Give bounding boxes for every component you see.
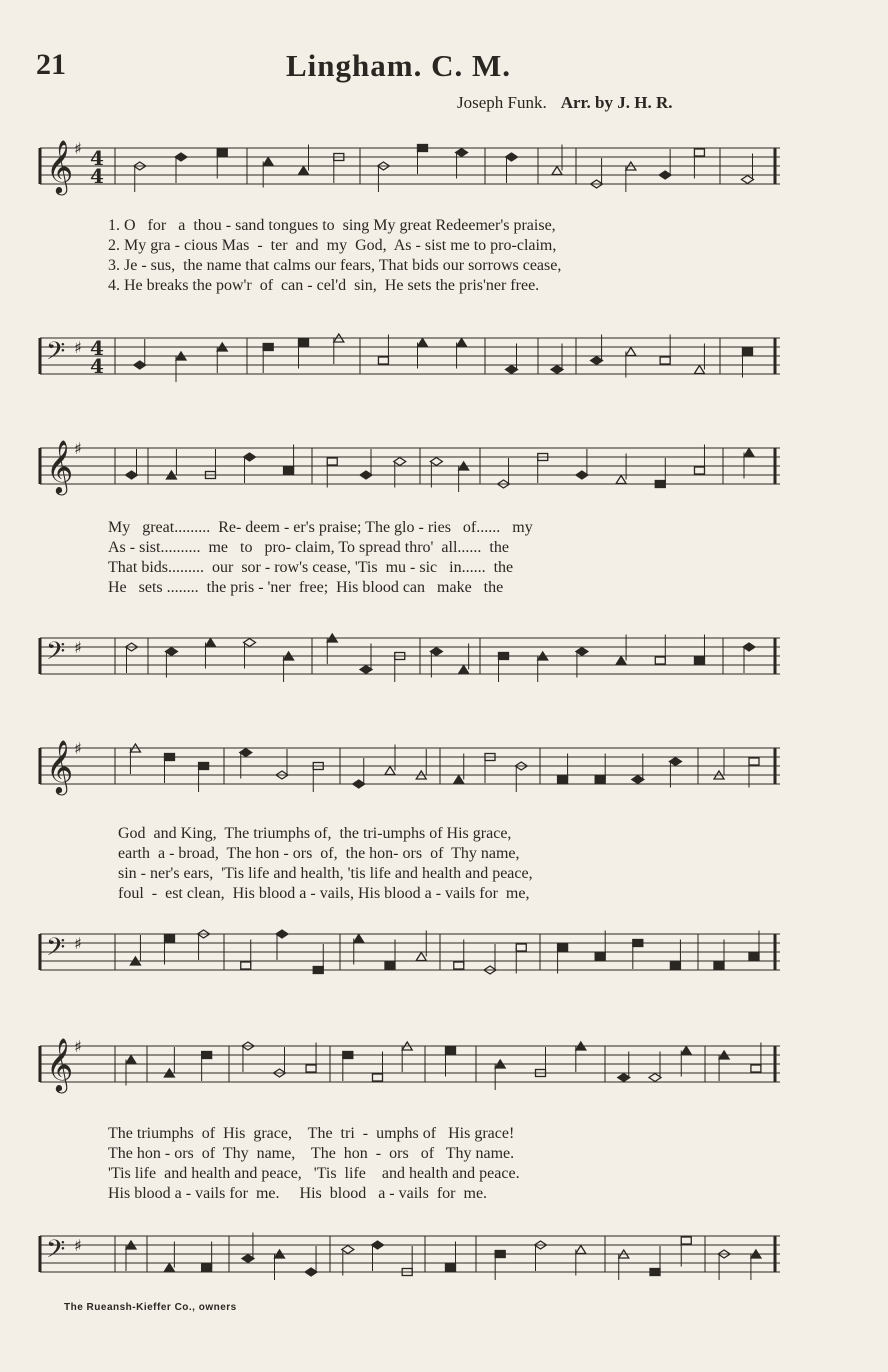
- lyric-line: His blood a - vails for me. His blood a - vails for me.: [108, 1185, 488, 1202]
- svg-text:♯: ♯: [74, 1236, 82, 1255]
- treble-staff-1: [40, 130, 780, 210]
- svg-text:♯: ♯: [74, 439, 82, 458]
- hymn-title: Lingham. C. M.: [286, 48, 511, 83]
- svg-text:♯: ♯: [74, 739, 82, 758]
- svg-text:♯: ♯: [74, 638, 82, 657]
- svg-text:♯: ♯: [74, 338, 82, 357]
- composer-name: Joseph Funk.: [457, 93, 547, 112]
- svg-text:𝄢: 𝄢: [46, 337, 66, 372]
- lyrics-system-4: [108, 1124, 778, 1204]
- treble-staff-4: [40, 1028, 780, 1108]
- lyric-line: God and King, The triumphs of, the tri-umphs of His grace,: [118, 825, 512, 842]
- lyric-line: My great......... Re- deem - er's praise; The glo - ries of...... my: [108, 519, 533, 536]
- svg-text:♯: ♯: [74, 1037, 82, 1056]
- lyrics-system-1: [108, 216, 778, 296]
- svg-text:𝄞: 𝄞: [46, 139, 74, 193]
- svg-text:4: 4: [90, 146, 104, 170]
- svg-text:4: 4: [90, 336, 104, 360]
- svg-text:4: 4: [90, 164, 104, 188]
- page-number: 21: [36, 48, 66, 81]
- treble-staff-3: [40, 730, 780, 810]
- svg-text:♯: ♯: [74, 139, 82, 158]
- svg-text:♯: ♯: [74, 934, 82, 953]
- treble-staff-2: [40, 430, 780, 510]
- svg-text:𝄢: 𝄢: [46, 637, 66, 672]
- lyric-line: That bids......... our sor - row's cease, 'Tis mu - sic in...... the: [108, 559, 514, 576]
- lyric-line: earth a - broad, The hon - ors of, the hon- ors of Thy name,: [118, 845, 520, 862]
- lyric-line: 4. He breaks the pow'r of can - cel'd sin, He sets the pris'ner free.: [108, 277, 540, 294]
- publisher-footer: The Rueansh-Kieffer Co., owners: [64, 1302, 237, 1313]
- bass-staff-3: [40, 916, 780, 996]
- svg-text:𝄞: 𝄞: [46, 1037, 74, 1091]
- svg-text:𝄞: 𝄞: [46, 439, 74, 493]
- svg-text:𝄢: 𝄢: [46, 1235, 66, 1270]
- lyric-line: He sets ........ the pris - 'ner free; His blood can make the: [108, 579, 504, 596]
- lyric-line: 'Tis life and health and peace, 'Tis life and health and peace.: [108, 1165, 520, 1182]
- lyric-line: The triumphs of His grace, The tri - umphs of His grace!: [108, 1125, 515, 1142]
- lyric-line: The hon - ors of Thy name, The hon - ors of Thy name.: [108, 1145, 515, 1162]
- lyric-line: 1. O for a thou - sand tongues to sing My great Redeemer's praise,: [108, 217, 556, 234]
- arranger-name: Arr. by J. H. R.: [560, 93, 673, 112]
- lyric-line: As - sist.......... me to pro- claim, To spread thro' all...... the: [108, 539, 509, 556]
- lyrics-system-2: [108, 518, 778, 598]
- bass-staff-1: [40, 320, 780, 400]
- lyric-line: foul - est clean, His blood a - vails, His blood a - vails for me,: [118, 885, 530, 902]
- svg-text:𝄞: 𝄞: [46, 739, 74, 793]
- lyrics-system-3: [118, 824, 778, 904]
- bass-staff-4: [40, 1218, 780, 1298]
- bass-staff-2: [40, 620, 780, 700]
- svg-text:𝄢: 𝄢: [46, 933, 66, 968]
- composer-credit: [457, 93, 673, 113]
- lyric-line: sin - ner's ears, 'Tis life and health, 'tis life and health and peace,: [118, 865, 533, 882]
- lyric-line: 2. My gra - cious Mas - ter and my God, As - sist me to pro-claim,: [108, 237, 557, 254]
- svg-text:4: 4: [90, 354, 104, 378]
- lyric-line: 3. Je - sus, the name that calms our fears, That bids our sorrows cease,: [108, 257, 562, 274]
